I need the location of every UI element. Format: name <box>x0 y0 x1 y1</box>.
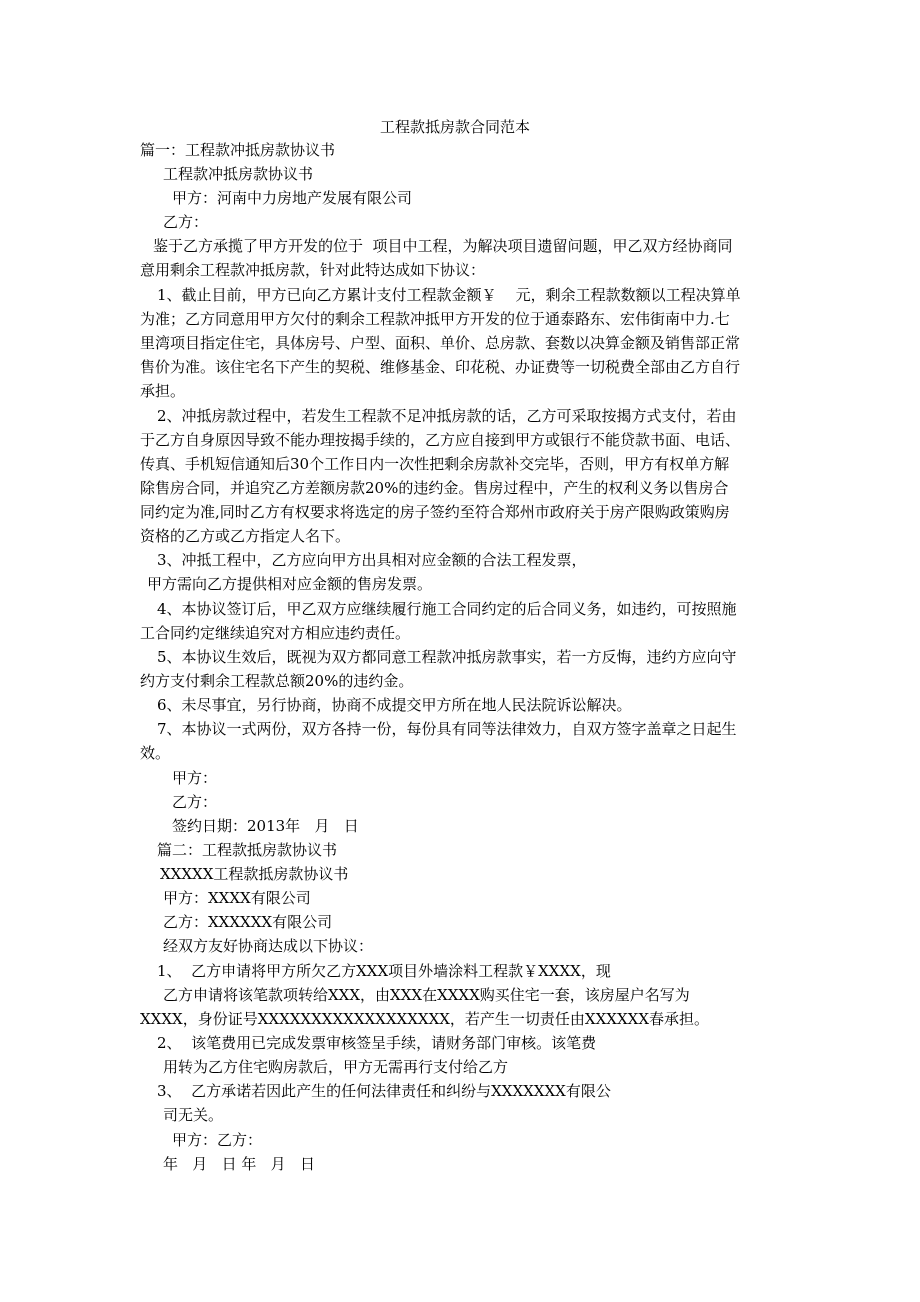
preamble-line: 意用剩余工程款冲抵房款，针对此特达成如下协议： <box>140 261 486 279</box>
clause-line: 效。 <box>140 744 171 762</box>
clause-line: 3、冲抵工程中，乙方应向甲方出具相对应金额的合法工程发票， <box>157 551 587 569</box>
clause-line: XXXX，身份证号XXXXXXXXXXXXXXXXXX，若产生一切责任由XXXXXX春承担。 <box>140 1010 710 1028</box>
agreement-title: XXXXX工程款抵房款协议书 <box>160 865 349 883</box>
clause-line: 2、 该笔费用已完成发票审核签呈手续，请财务部门审核。该笔费 <box>157 1034 597 1052</box>
clause-line: 同约定为准,同时乙方有权要求将选定的房子签约至符合郑州市政府关于房产限购政策购房 <box>140 503 730 521</box>
signing-date: 年 月 日 年 月 日 <box>163 1155 315 1173</box>
clause-line: 于乙方自身原因导致不能办理按揭手续的，乙方应自接到甲方或银行不能贷款书面、电话、 <box>140 431 741 449</box>
clause-line: 为准；乙方同意用甲方欠付的剩余工程款冲抵甲方开发的位于通泰路东、宏伟街南中力.七 <box>140 310 730 328</box>
clause-line: 司无关。 <box>163 1106 224 1124</box>
section-heading: 篇二：工程款抵房款协议书 <box>157 841 338 859</box>
party-a: 甲方：XXXX有限公司 <box>163 889 311 907</box>
clause-line: 甲方需向乙方提供相对应金额的售房发票。 <box>147 575 433 593</box>
clause-line: 3、 乙方承诺若因此产生的任何法律责任和纠纷与XXXXXXX有限公 <box>157 1082 611 1100</box>
clause-line: 工合同约定继续追究对方相应违约责任。 <box>140 624 411 642</box>
party-b: 乙方：XXXXXX有限公司 <box>163 913 333 931</box>
clause-line: 1、 乙方申请将甲方所欠乙方XXX项目外墙涂料工程款￥XXXX，现 <box>157 962 611 980</box>
signing-date: 签约日期：2013年 月 日 <box>172 817 359 835</box>
party-a: 甲方：河南中力房地产发展有限公司 <box>172 189 413 207</box>
clause-line: 用转为乙方住宅购房款后，甲方无需再行支付给乙方 <box>163 1058 509 1076</box>
clause-line: 承担。 <box>140 382 186 400</box>
clause-line: 1、截止目前，甲方已向乙方累计支付工程款金额￥ 元，剩余工程款数额以工程决算单 <box>157 286 741 304</box>
clause-line: 约方支付剩余工程款总额20%的违约金。 <box>140 672 414 690</box>
clause-line: 2、冲抵房款过程中，若发生工程款不足冲抵房款的话，乙方可采取按揭方式支付，若由 <box>157 407 737 425</box>
signature-party-b: 乙方： <box>172 793 218 811</box>
clause-line: 售价为准。该住宅名下产生的契税、维修基金、印花税、办证费等一切税费全部由乙方自行 <box>140 358 741 376</box>
preamble-line: 鉴于乙方承揽了甲方开发的位于 项目中工程，为解决项目遗留问题，甲乙双方经协商同 <box>153 237 733 255</box>
clause-line: 传真、手机短信通知后30个工作日内一次性把剩余房款补交完毕，否则，甲方有权单方解 <box>140 455 730 473</box>
clause-line: 6、未尽事宜，另行协商，协商不成提交甲方所在地人民法院诉讼解决。 <box>157 696 632 714</box>
page-title: 工程款抵房款合同范本 <box>380 118 531 136</box>
signature-parties: 甲方：乙方： <box>172 1131 263 1149</box>
clause-line: 资格的乙方或乙方指定人名下。 <box>140 527 351 545</box>
section-heading: 篇一：工程款冲抵房款协议书 <box>140 141 336 159</box>
clause-line: 乙方申请将该笔款项转给XXX，由XXX在XXXX购买住宅一套，该房屋户名写为 <box>163 986 690 1004</box>
clause-line: 除售房合同，并追究乙方差额房款20%的违约金。售房过程中，产生的权利义务以售房合 <box>140 479 729 497</box>
signature-party-a: 甲方： <box>172 769 218 787</box>
clause-line: 里湾项目指定住宅，具体房号、户型、面积、单价、总房款、套数以决算金额及销售部正常 <box>140 334 741 352</box>
preamble-line: 经双方友好协商达成以下协议： <box>163 937 374 955</box>
clause-line: 5、本协议生效后，既视为双方都同意工程款冲抵房款事实，若一方反悔，违约方应向守 <box>157 648 737 666</box>
agreement-title: 工程款冲抵房款协议书 <box>163 165 314 183</box>
clause-line: 4、本协议签订后，甲乙双方应继续履行施工合同约定的后合同义务，如违约，可按照施 <box>157 600 737 618</box>
clause-line: 7、本协议一式两份，双方各持一份，每份具有同等法律效力，自双方签字盖章之日起生 <box>157 720 737 738</box>
party-b: 乙方： <box>163 213 209 231</box>
